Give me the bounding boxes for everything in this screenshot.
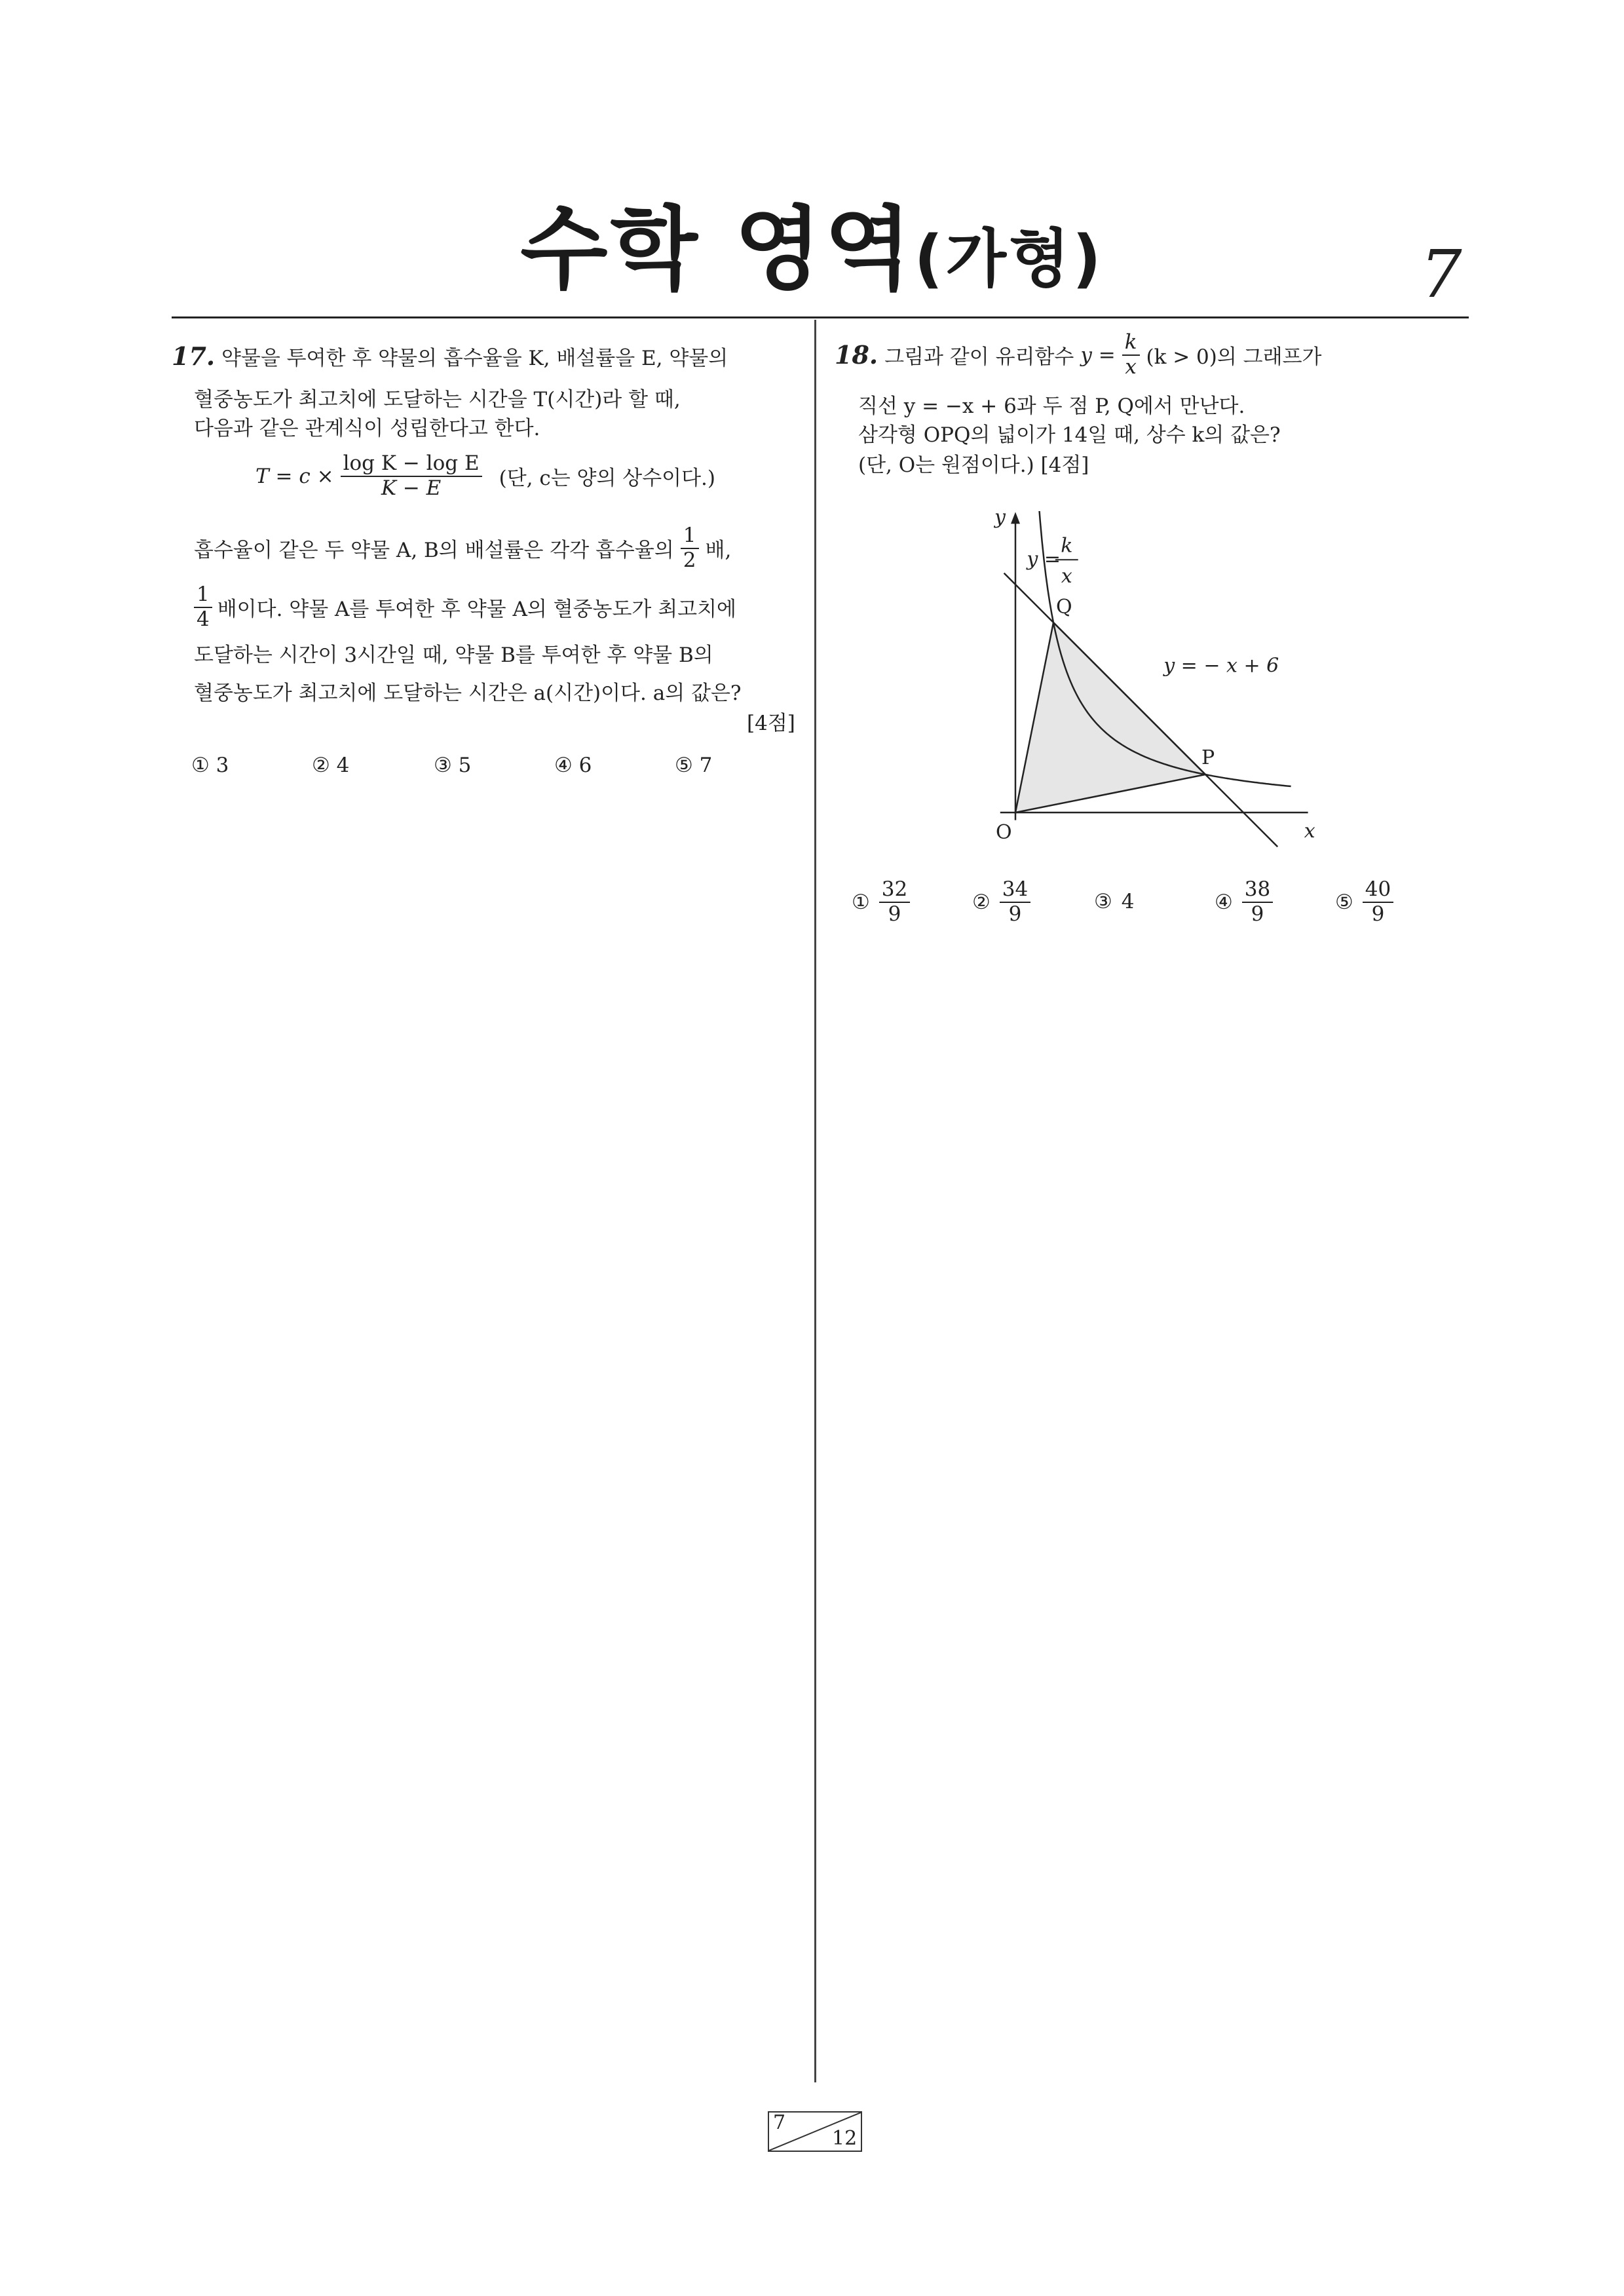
q17-number: 17. <box>172 341 216 371</box>
q18-number: 18. <box>835 340 878 370</box>
half-numerator: 1 <box>681 524 699 549</box>
choice-mark: ⑤ <box>1335 890 1353 914</box>
curve-label-lhs: y = <box>1027 548 1061 571</box>
choice-den: 9 <box>1008 902 1022 926</box>
q17-choice-1[interactable]: ① 3 <box>191 754 229 777</box>
quarter-denominator: 4 <box>197 607 210 631</box>
origin-label: O <box>996 821 1012 844</box>
q17-text-4b: 배, <box>705 539 732 563</box>
q18-func-num: k <box>1122 331 1140 356</box>
q18-line3: 삼각형 OPQ의 넓이가 14일 때, 상수 k의 값은? <box>858 423 1281 447</box>
q17-line2: 혈중농도가 최고치에 도달하는 시간을 T(시간)라 할 때, <box>194 388 681 411</box>
formula-denominator: K − E <box>381 476 442 500</box>
choice-fraction <box>1363 878 1393 926</box>
q18-graph <box>970 511 1336 852</box>
q17-choice-4[interactable]: ④ 6 <box>554 754 592 777</box>
half-denominator: 2 <box>683 548 696 572</box>
quarter-numerator: 1 <box>194 583 212 608</box>
point-q-label: Q <box>1056 596 1072 619</box>
q18-text-1a: 그림과 같이 유리함수 <box>884 345 1074 370</box>
choice-num: 32 <box>879 878 910 903</box>
formula-note: (단, c는 양의 상수이다.) <box>499 467 715 491</box>
q18-choice-4[interactable] <box>1215 878 1273 926</box>
q18-line2: 직선 y = −x + 6과 두 점 P, Q에서 만난다. <box>858 394 1245 418</box>
q18-func-den: x <box>1125 354 1137 379</box>
q17-choice-5[interactable]: ⑤ 7 <box>675 754 713 777</box>
q18-line1 <box>835 331 1321 379</box>
q17-line6: 도달하는 시간이 3시간일 때, 약물 B를 투여한 후 약물 B의 <box>194 643 713 667</box>
q17-line5 <box>194 583 736 631</box>
q17-formula <box>255 452 715 500</box>
q17-line3: 다음과 같은 관계식이 성립한다고 한다. <box>194 417 540 440</box>
choice-value: 4 <box>1121 890 1135 913</box>
fraction-one-quarter <box>194 583 212 631</box>
header-rule <box>172 316 1469 318</box>
formula-fraction <box>341 452 482 500</box>
curve-label-num: k <box>1061 534 1073 558</box>
choice-fraction <box>879 878 910 926</box>
page-number: 7 <box>1420 236 1462 313</box>
choice-den: 9 <box>1251 902 1264 926</box>
choice-mark: ④ <box>1215 890 1233 914</box>
choice-mark: ② <box>972 890 991 914</box>
q17-choice-2[interactable]: ② 4 <box>312 754 350 777</box>
line-label: y = − x + 6 <box>1163 654 1279 678</box>
q18-choice-3[interactable] <box>1094 890 1135 913</box>
choice-num: 38 <box>1242 878 1273 903</box>
fraction-one-half <box>681 524 699 572</box>
choice-den: 9 <box>1371 902 1385 926</box>
q17-text-1: 약물을 투여한 후 약물의 흡수율을 K, 배설률을 E, 약물의 <box>221 347 728 370</box>
q17-text-5: 배이다. 약물 A를 투여한 후 약물 A의 혈중농도가 최고치에 <box>217 598 737 622</box>
choice-num: 34 <box>1000 878 1030 903</box>
q18-line4: (단, O는 원점이다.) [4점] <box>858 453 1089 477</box>
page-indicator-current: 7 <box>773 2111 786 2134</box>
page-indicator-total: 12 <box>832 2127 858 2150</box>
choice-den: 9 <box>888 902 901 926</box>
formula-numerator: log K − log E <box>341 452 482 477</box>
choice-fraction <box>1000 878 1030 926</box>
formula-lhs: T = c × <box>255 464 334 488</box>
q18-func-fraction <box>1122 331 1140 379</box>
curve-label-den: x <box>1061 565 1072 588</box>
title-subtitle: (가형) <box>914 222 1104 296</box>
choice-mark: ① <box>852 890 870 914</box>
q17-text-4a: 흡수율이 같은 두 약물 A, B의 배설률은 각각 흡수율의 <box>194 539 674 563</box>
x-axis-label: x <box>1304 820 1315 843</box>
y-axis-label: y <box>994 511 1006 529</box>
page-title <box>0 177 1624 307</box>
choice-num: 40 <box>1363 878 1393 903</box>
triangle-opq <box>1015 622 1205 813</box>
q17-line7: 혈중농도가 최고치에 도달하는 시간은 a(시간)이다. a의 값은? <box>194 681 742 705</box>
choice-mark: ③ <box>1094 890 1112 913</box>
title-main: 수학 영역 <box>520 197 915 302</box>
q18-func-lhs: y = <box>1080 343 1116 367</box>
column-divider <box>814 320 816 2082</box>
q17-points: [4점] <box>747 712 795 735</box>
y-axis-arrow-icon <box>1011 512 1020 524</box>
q18-text-1b: (k > 0)의 그래프가 <box>1146 345 1322 370</box>
choice-fraction <box>1242 878 1273 926</box>
point-p-label: P <box>1201 746 1215 769</box>
q18-choice-1[interactable] <box>852 878 910 926</box>
q18-choice-5[interactable] <box>1335 878 1393 926</box>
q17-choice-3[interactable]: ③ 5 <box>434 754 472 777</box>
q17-line4 <box>194 524 731 572</box>
q18-choice-2[interactable] <box>972 878 1030 926</box>
q17-line1 <box>172 334 728 381</box>
